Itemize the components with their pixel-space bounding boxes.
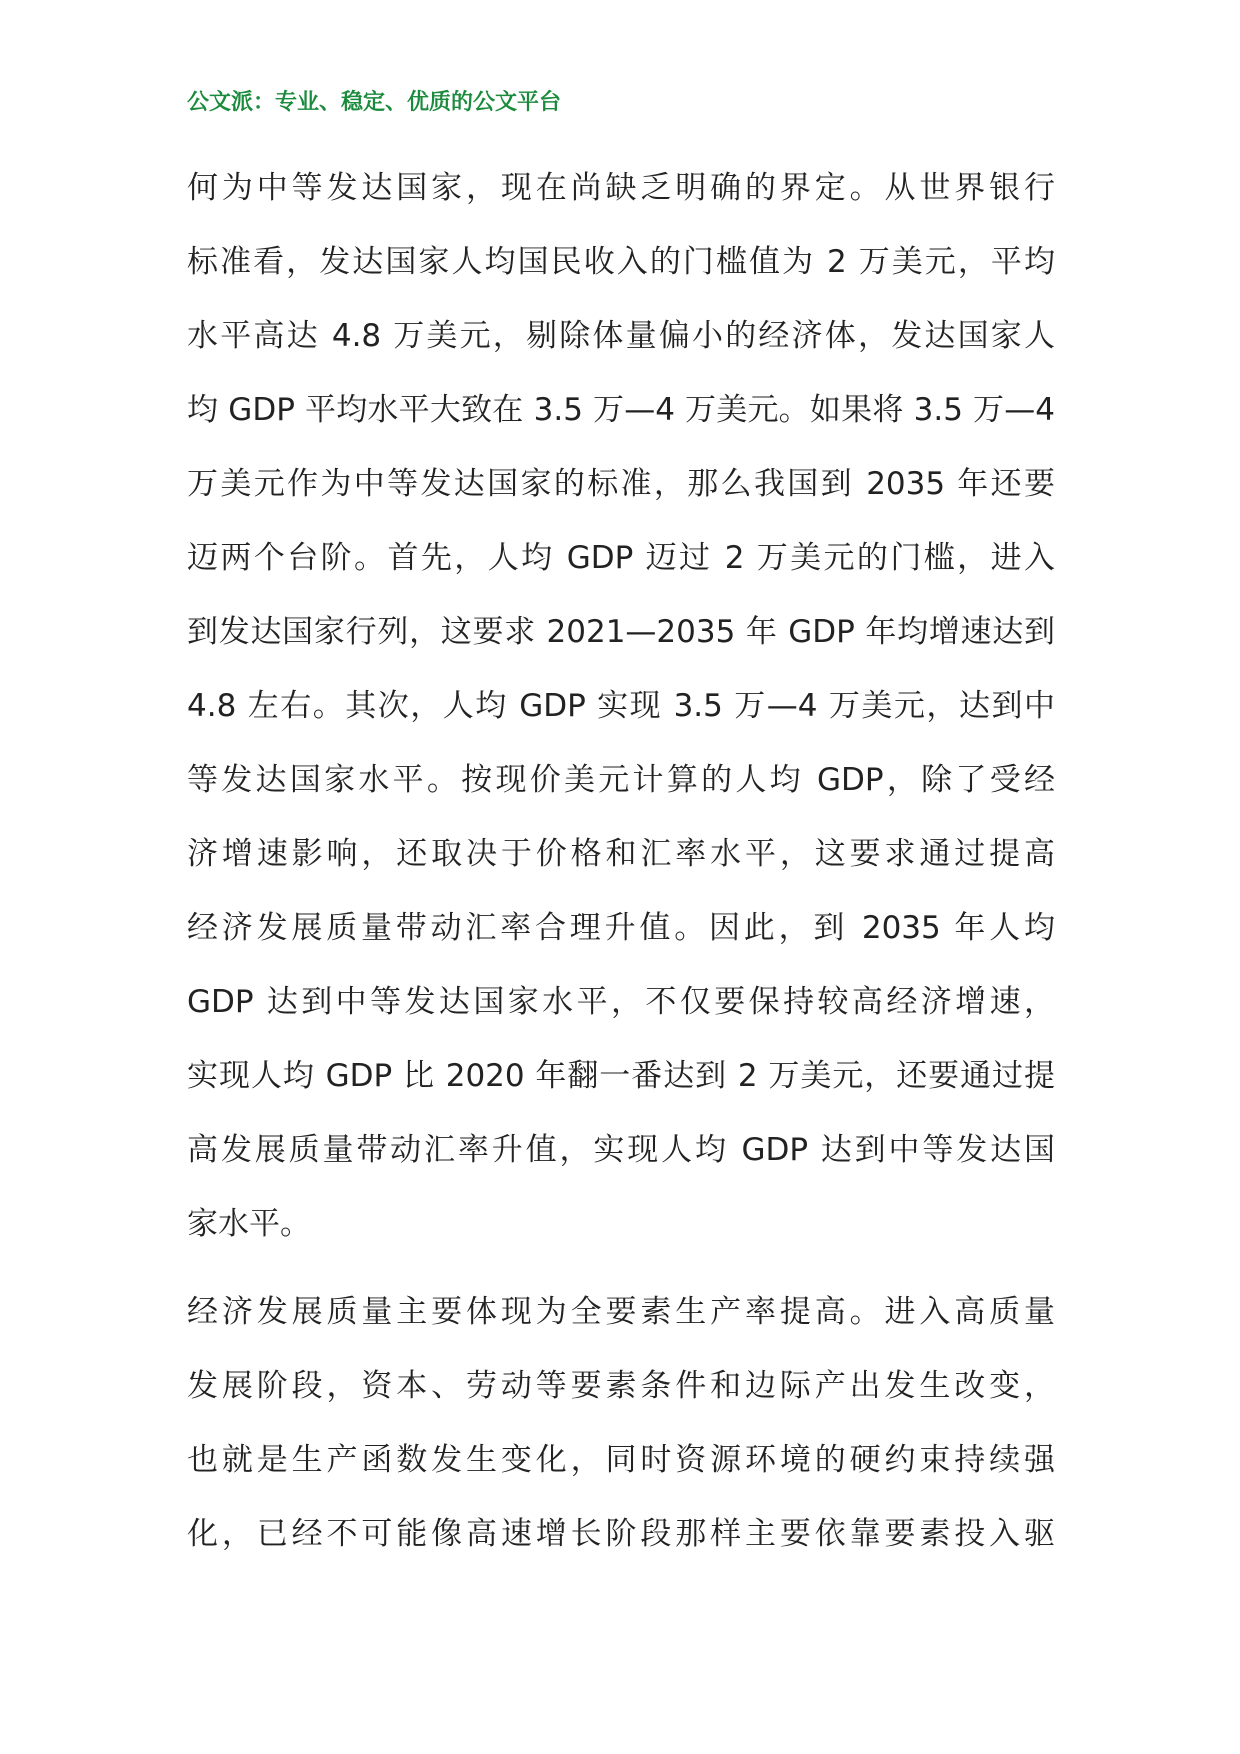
text-line: 迈两个台阶。首先，人均 GDP 迈过 2 万美元的门槛，进入 — [187, 540, 1055, 576]
text-line: 经济发展质量主要体现为全要素生产率提高。进入高质量 — [187, 1294, 1055, 1330]
page-header: 公文派：专业、稳定、优质的公文平台 — [187, 90, 562, 115]
text-line: 万美元作为中等发达国家的标准，那么我国到 2035 年还要 — [187, 466, 1055, 502]
text-line: 高发展质量带动汇率升值，实现人均 GDP 达到中等发达国 — [187, 1132, 1055, 1168]
text-line: 济增速影响，还取决于价格和汇率水平，这要求通过提高 — [187, 836, 1055, 872]
text-line: 也就是生产函数发生变化，同时资源环境的硬约束持续强 — [187, 1442, 1055, 1478]
text-line: 到发达国家行列，这要求 2021—2035 年 GDP 年均增速达到 — [187, 614, 1055, 650]
text-line: 均 GDP 平均水平大致在 3.5 万—4 万美元。如果将 3.5 万—4 — [187, 392, 1055, 428]
text-line: GDP 达到中等发达国家水平，不仅要保持较高经济增速， — [187, 984, 1055, 1020]
text-line: 家水平。 — [187, 1206, 311, 1242]
text-line: 实现人均 GDP 比 2020 年翻一番达到 2 万美元，还要通过提 — [187, 1058, 1055, 1094]
text-line: 水平高达 4.8 万美元，剔除体量偏小的经济体，发达国家人 — [187, 318, 1055, 354]
text-line: 何为中等发达国家，现在尚缺乏明确的界定。从世界银行 — [187, 170, 1055, 206]
paragraph-spacer — [187, 1278, 1055, 1292]
text-line: 发展阶段，资本、劳动等要素条件和边际产出发生改变， — [187, 1368, 1055, 1404]
document-body — [187, 168, 1055, 1588]
text-line: 等发达国家水平。按现价美元计算的人均 GDP，除了受经 — [187, 762, 1055, 798]
text-line: 经济发展质量带动汇率合理升值。因此，到 2035 年人均 — [187, 910, 1055, 946]
text-line: 化，已经不可能像高速增长阶段那样主要依靠要素投入驱 — [187, 1516, 1055, 1552]
text-line: 4.8 左右。其次，人均 GDP 实现 3.5 万—4 万美元，达到中 — [187, 688, 1055, 724]
paragraph — [187, 168, 1055, 1278]
paragraph — [187, 1292, 1055, 1588]
text-line: 标准看，发达国家人均国民收入的门槛值为 2 万美元，平均 — [187, 244, 1055, 280]
